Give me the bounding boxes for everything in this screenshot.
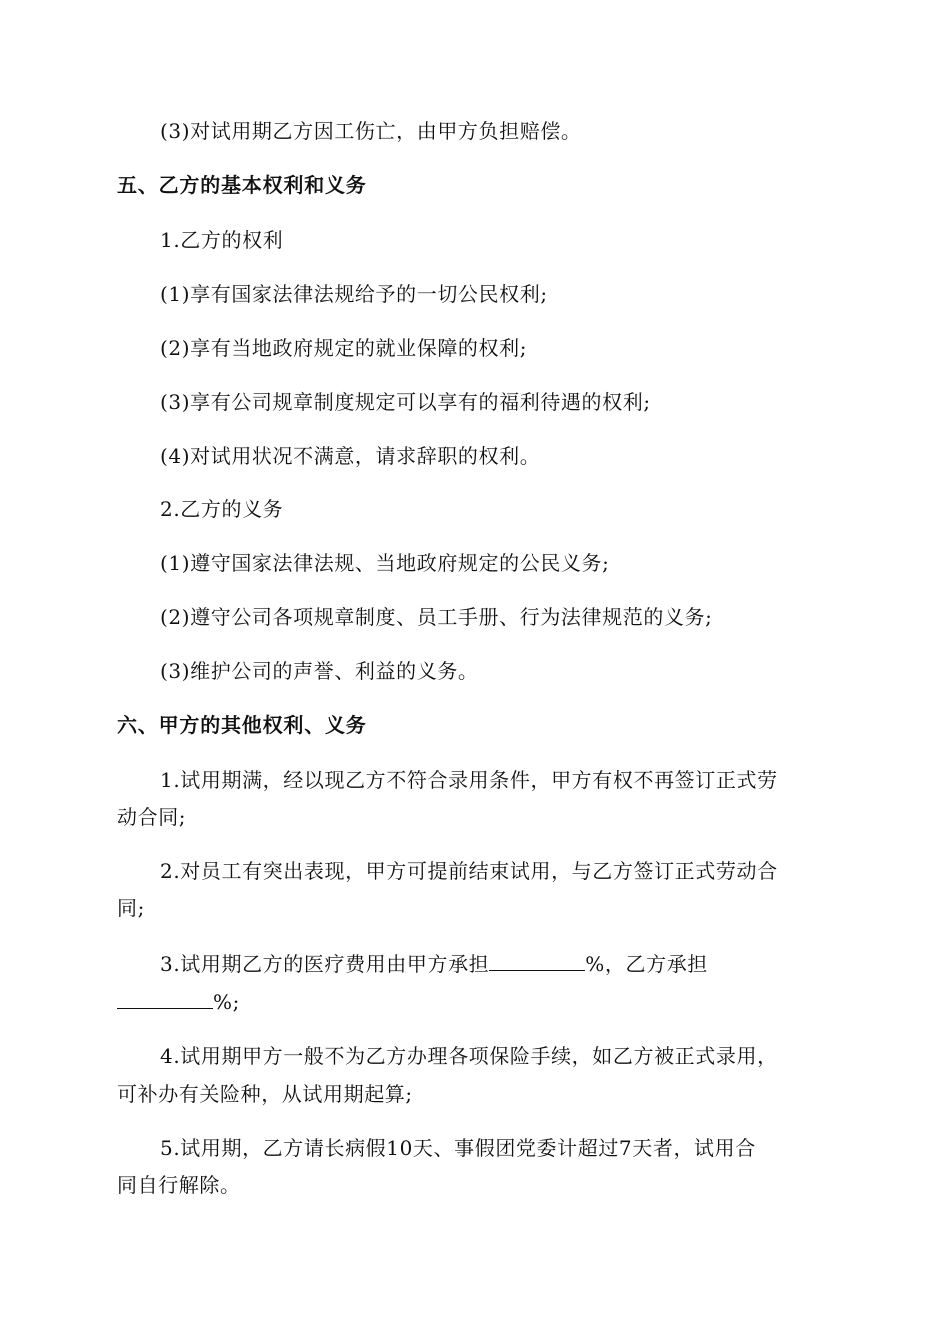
rights-item-2: (2)享有当地政府规定的就业保障的权利; — [160, 336, 528, 360]
section-6-item-4-line-2: 可补办有关险种，从试用期起算; — [117, 1082, 413, 1106]
item-3-text-c: %; — [213, 990, 240, 1014]
section-6-item-2-line-2: 同; — [117, 896, 145, 920]
rights-item-4: (4)对试用状况不满意，请求辞职的权利。 — [160, 444, 541, 468]
item-3-text-a: 3.试用期乙方的医疗费用由甲方承担 — [160, 952, 490, 976]
duties-item-2: (2)遵守公司各项规章制度、员工手册、行为法律规范的义务; — [160, 605, 713, 629]
fill-in-blank-2[interactable] — [117, 990, 213, 1009]
rights-title: 1.乙方的权利 — [160, 228, 284, 252]
section-6-item-4-line-1: 4.试用期甲方一般不为乙方办理各项保险手续，如乙方被正式录用， — [160, 1044, 778, 1068]
rights-item-3: (3)享有公司规章制度规定可以享有的福利待遇的权利; — [160, 390, 651, 414]
item-3-text-b: %，乙方承担 — [585, 952, 708, 976]
section-6-item-1-line-1: 1.试用期满，经以现乙方不符合录用条件，甲方有权不再签订正式劳 — [160, 768, 778, 792]
section-6-item-1-line-2: 动合同; — [117, 805, 187, 829]
duties-item-3: (3)维护公司的声誉、利益的义务。 — [160, 659, 479, 683]
section-6-item-2-line-1: 2.对员工有突出表现，甲方可提前结束试用，与乙方签订正式劳动合 — [160, 859, 778, 883]
duties-title: 2.乙方的义务 — [160, 497, 284, 521]
section-6-heading: 六、甲方的其他权利、义务 — [117, 713, 367, 737]
section-5-heading: 五、乙方的基本权利和义务 — [117, 173, 367, 197]
section-6-item-3-line-1 — [160, 952, 708, 976]
section-6-item-5-line-2: 同自行解除。 — [117, 1173, 241, 1197]
duties-item-1: (1)遵守国家法律法规、当地政府规定的公民义务; — [160, 551, 610, 575]
section-6-item-5-line-1: 5.试用期，乙方请长病假10天、事假团党委计超过7天者，试用合 — [160, 1136, 756, 1160]
paragraph-prev-item-3: (3)对试用期乙方因工伤亡，由甲方负担赔偿。 — [160, 119, 582, 143]
fill-in-blank-1[interactable] — [489, 952, 585, 971]
rights-item-1: (1)享有国家法律法规给予的一切公民权利; — [160, 282, 548, 306]
section-6-item-3-line-2 — [117, 990, 240, 1014]
